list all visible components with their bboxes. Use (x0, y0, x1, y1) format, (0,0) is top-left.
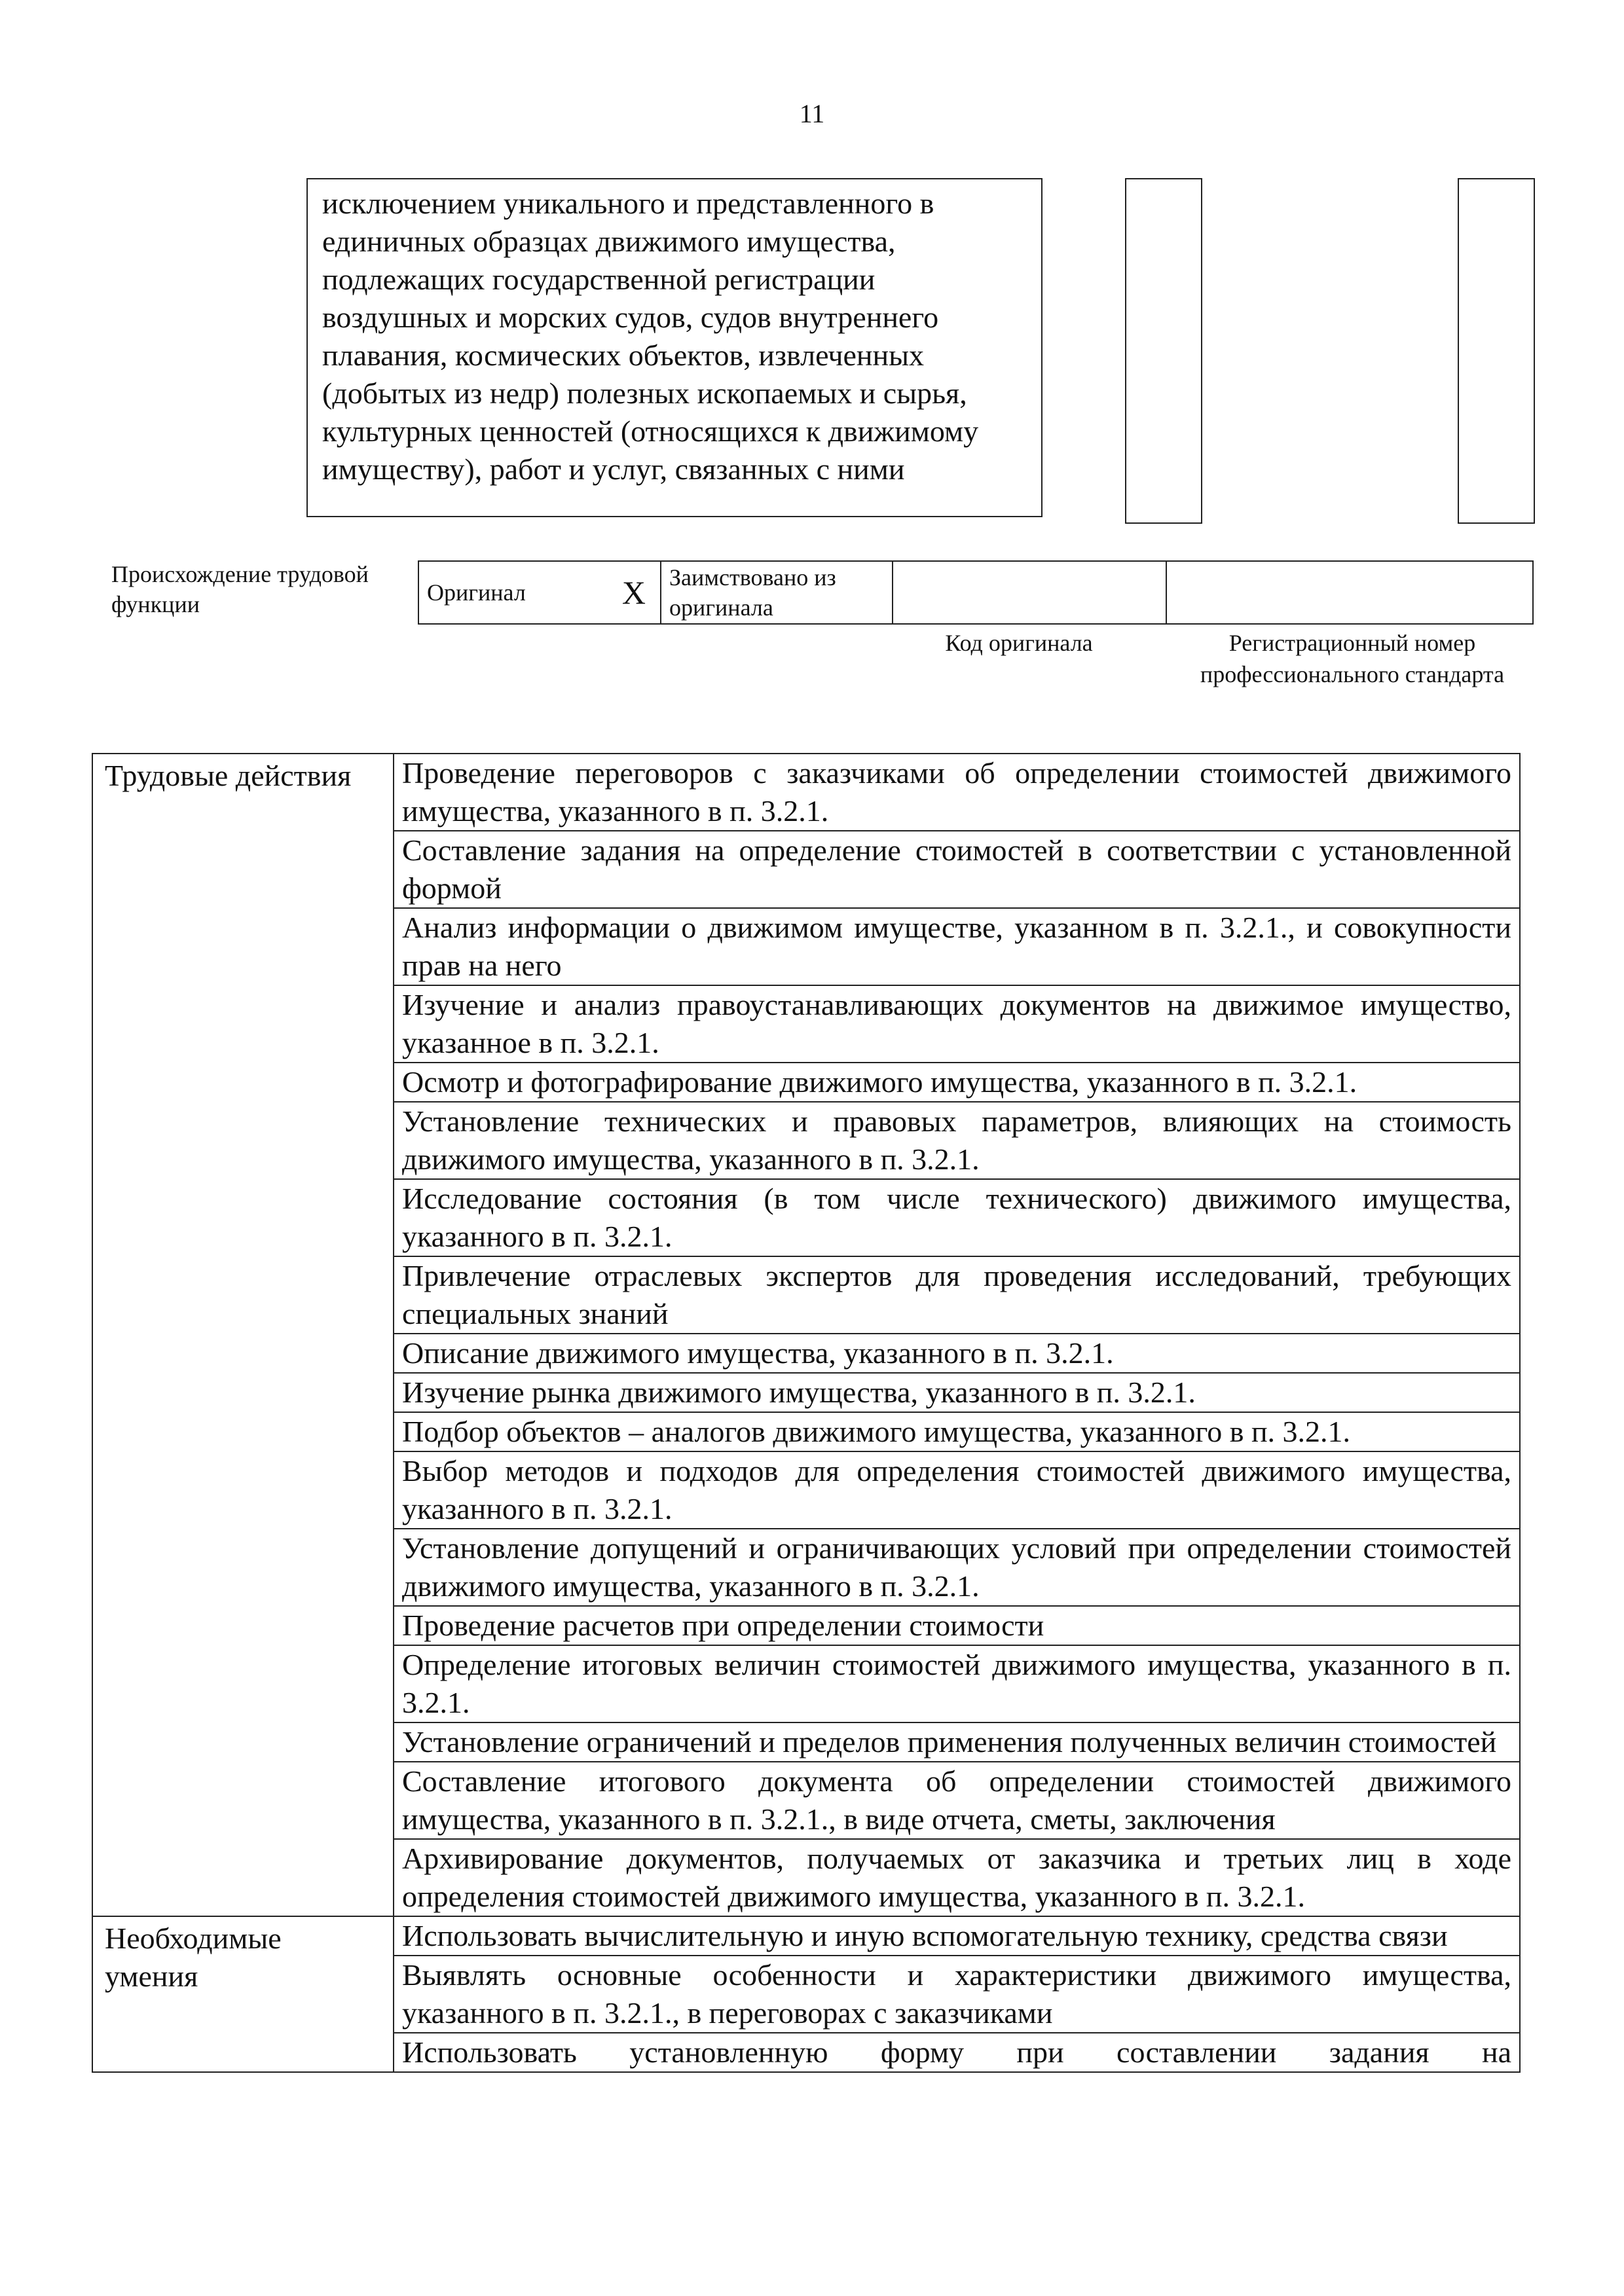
labor-actions-item: Проведение переговоров с заказчиками об определении стоимостей движимого имущества, указанного в п. 3.2.1. (394, 754, 1520, 831)
origin-reg-cell (1166, 561, 1533, 624)
labor-actions-item: Исследование состояния (в том числе технического) движимого имущества, указанного в п. 3.2.1. (394, 1179, 1520, 1256)
table-row (92, 1916, 1520, 1956)
skills-item: Выявлять основные особенности и характеристики движимого имущества, указанного в п. 3.2.1., в переговорах с заказчиками (394, 1956, 1520, 2033)
borrowed-label: Заимствовано из оригинала (669, 564, 836, 621)
origin-original-cell (418, 561, 661, 624)
skills-header: Необходимые умения (92, 1916, 394, 2072)
page-number: 11 (799, 99, 825, 128)
labor-actions-item: Изучение рынка движимого имущества, указанного в п. 3.2.1. (394, 1373, 1520, 1412)
labor-actions-item: Составление задания на определение стоимостей в соответствии с установленной формой (394, 831, 1520, 908)
labor-actions-item: Осмотр и фотографирование движимого имущества, указанного в п. 3.2.1. (394, 1063, 1520, 1102)
labor-actions-item: Описание движимого имущества, указанного в п. 3.2.1. (394, 1334, 1520, 1373)
table-row (92, 754, 1520, 831)
code-caption: Код оригинала (945, 630, 1093, 656)
original-mark: X (621, 574, 646, 611)
skills-item: Использовать вычислительную и иную вспомогательную технику, средства связи (394, 1916, 1520, 1956)
labor-actions-item: Привлечение отраслевых экспертов для проведения исследований, требующих специальных знаний (394, 1256, 1520, 1334)
reg-number-caption: Регистрационный номер профессионального стандарта (1200, 630, 1505, 687)
origin-borrowed-cell (661, 561, 893, 624)
labor-actions-header: Трудовые действия (92, 754, 394, 1916)
labor-actions-item: Проведение расчетов при определении стоимости (394, 1606, 1520, 1645)
empty-level-box (1458, 178, 1535, 524)
origin-table (418, 560, 1534, 625)
continuation-text-box: исключением уникального и представленного в единичных образцах движимого имущества, подлежащих государственной регистрации воздушных и морских судов, судов внутреннего плавания, космических объектов, извлеченных (добытых из недр) полезных ископаемых и сырья, культурных ценностей (относящихся к движимому имуществу), работ и услуг, связанных с ними (306, 178, 1043, 517)
labor-actions-item: Подбор объектов – аналогов движимого имущества, указанного в п. 3.2.1. (394, 1412, 1520, 1451)
skills-item: Использовать установленную форму при составлении задания на (394, 2033, 1520, 2072)
origin-label: Происхождение трудовой функции (111, 561, 369, 617)
labor-function-table (92, 753, 1521, 2073)
labor-actions-item: Определение итоговых величин стоимостей движимого имущества, указанного в п. 3.2.1. (394, 1645, 1520, 1722)
labor-actions-item: Установление технических и правовых параметров, влияющих на стоимость движимого имущества, указанного в п. 3.2.1. (394, 1102, 1520, 1179)
labor-actions-item: Анализ информации о движимом имуществе, указанном в п. 3.2.1., и совокупности прав на него (394, 908, 1520, 985)
origin-code-cell (893, 561, 1166, 624)
labor-actions-item: Установление ограничений и пределов применения полученных величин стоимостей (394, 1722, 1520, 1762)
labor-actions-item: Установление допущений и ограничивающих условий при определении стоимостей движимого имущества, указанного в п. 3.2.1. (394, 1529, 1520, 1606)
labor-actions-item: Выбор методов и подходов для определения стоимостей движимого имущества, указанного в п. 3.2.1. (394, 1451, 1520, 1529)
labor-actions-item: Составление итогового документа об определении стоимостей движимого имущества, указанного в п. 3.2.1., в виде отчета, сметы, заключения (394, 1762, 1520, 1839)
labor-actions-item: Изучение и анализ правоустанавливающих документов на движимое имущество, указанное в п. 3.2.1. (394, 985, 1520, 1063)
labor-actions-item: Архивирование документов, получаемых от заказчика и третьих лиц в ходе определения стоимостей движимого имущества, указанного в п. 3.2.1. (394, 1839, 1520, 1916)
empty-code-box (1125, 178, 1202, 524)
original-label: Оригинал (427, 579, 526, 606)
